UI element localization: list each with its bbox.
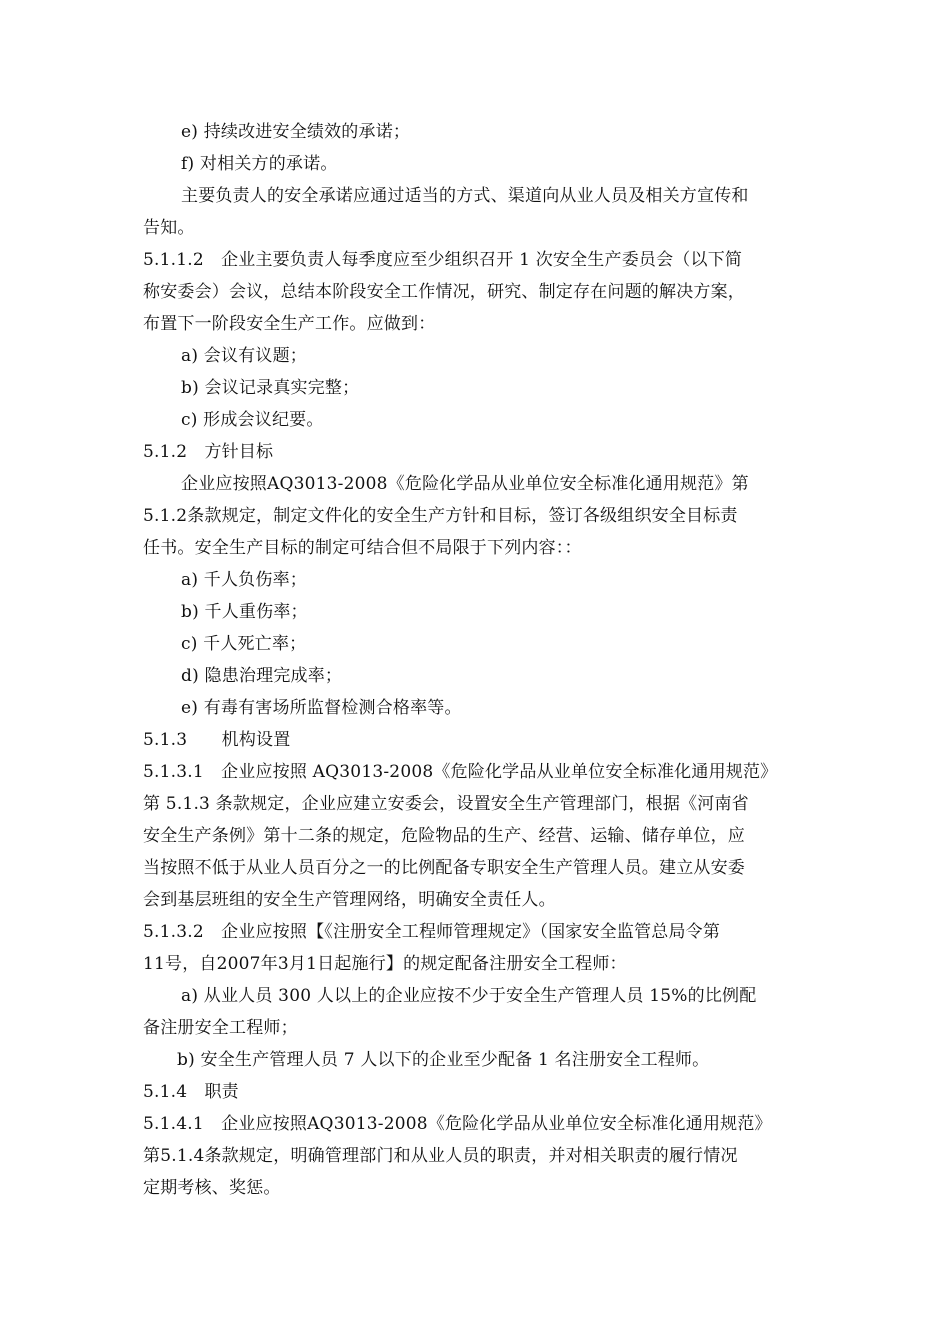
paragraph-line: 当按照不低于从业人员百分之一的比例配备专职安全生产管理人员。建立从安委: [143, 858, 745, 878]
paragraph-line: 告知。: [143, 218, 195, 238]
list-item-a: a) 千人负伤率；: [181, 570, 307, 590]
list-item-a: a) 会议有议题；: [181, 346, 307, 366]
list-item-b: b) 会议记录真实完整；: [181, 378, 360, 398]
paragraph-line: 会到基层班组的安全生产管理网络，明确安全责任人。: [143, 890, 556, 910]
clause-5-1-1-2: 5.1.1.2 企业主要负责人每季度应至少组织召开 1 次安全生产委员会（以下简: [143, 250, 743, 270]
list-item-c: c) 千人死亡率；: [181, 634, 307, 654]
clause-5-1-3-2: 5.1.3.2 企业应按照【《注册安全工程师管理规定》（国家安全监管总局令第: [143, 922, 721, 942]
paragraph-line: 布置下一阶段安全生产工作。应做到：: [143, 314, 436, 334]
list-item-e-commitment: e) 持续改进安全绩效的承诺；: [181, 122, 411, 142]
paragraph-line: 定期考核、奖惩。: [143, 1178, 281, 1198]
paragraph-line: 称安委会）会议，总结本阶段安全工作情况，研究、制定存在问题的解决方案，: [143, 282, 745, 302]
section-heading-5-1-4: 5.1.4 职责: [143, 1082, 239, 1102]
paragraph-line: 11号，自2007年3月1日起施行】的规定配备注册安全工程师：: [143, 954, 627, 974]
clause-5-1-4-1: 5.1.4.1 企业应按照AQ3013-2008《危险化学品从业单位安全标准化通用规范》: [143, 1114, 772, 1134]
paragraph-line: 任书。安全生产目标的制定可结合但不局限于下列内容：：: [143, 538, 582, 558]
list-item-f-commitment: f) 对相关方的承诺。: [181, 154, 338, 174]
paragraph-line: 主要负责人的安全承诺应通过适当的方式、渠道向从业人员及相关方宣传和: [181, 186, 749, 206]
list-item-a: a) 从业人员 300 人以上的企业应按不少于安全生产管理人员 15%的比例配: [181, 986, 757, 1006]
clause-5-1-3-1: 5.1.3.1 企业应按照 AQ3013-2008《危险化学品从业单位安全标准化通用规范》: [143, 762, 778, 782]
list-item-e: e) 有毒有害场所监督检测合格率等。: [181, 698, 462, 718]
paragraph-line: 企业应按照AQ3013-2008《危险化学品从业单位安全标准化通用规范》第: [181, 474, 749, 494]
paragraph-line: 第 5.1.3 条款规定，企业应建立安委会，设置安全生产管理部门，根据《河南省: [143, 794, 749, 814]
list-item-b: b) 安全生产管理人员 7 人以下的企业至少配备 1 名注册安全工程师。: [177, 1050, 710, 1070]
section-heading-5-1-3: 5.1.3 机构设置: [143, 730, 291, 750]
paragraph-line: 5.1.2条款规定，制定文件化的安全生产方针和目标，签订各级组织安全目标责: [143, 506, 738, 526]
paragraph-line: 第5.1.4条款规定，明确管理部门和从业人员的职责，并对相关职责的履行情况: [143, 1146, 738, 1166]
list-item-c: c) 形成会议纪要。: [181, 410, 324, 430]
list-item-d: d) 隐患治理完成率；: [181, 666, 343, 686]
section-heading-5-1-2: 5.1.2 方针目标: [143, 442, 274, 462]
list-item-b: b) 千人重伤率；: [181, 602, 308, 622]
paragraph-line: 备注册安全工程师；: [143, 1018, 298, 1038]
paragraph-line: 安全生产条例》第十二条的规定，危险物品的生产、经营、运输、储存单位，应: [143, 826, 745, 846]
